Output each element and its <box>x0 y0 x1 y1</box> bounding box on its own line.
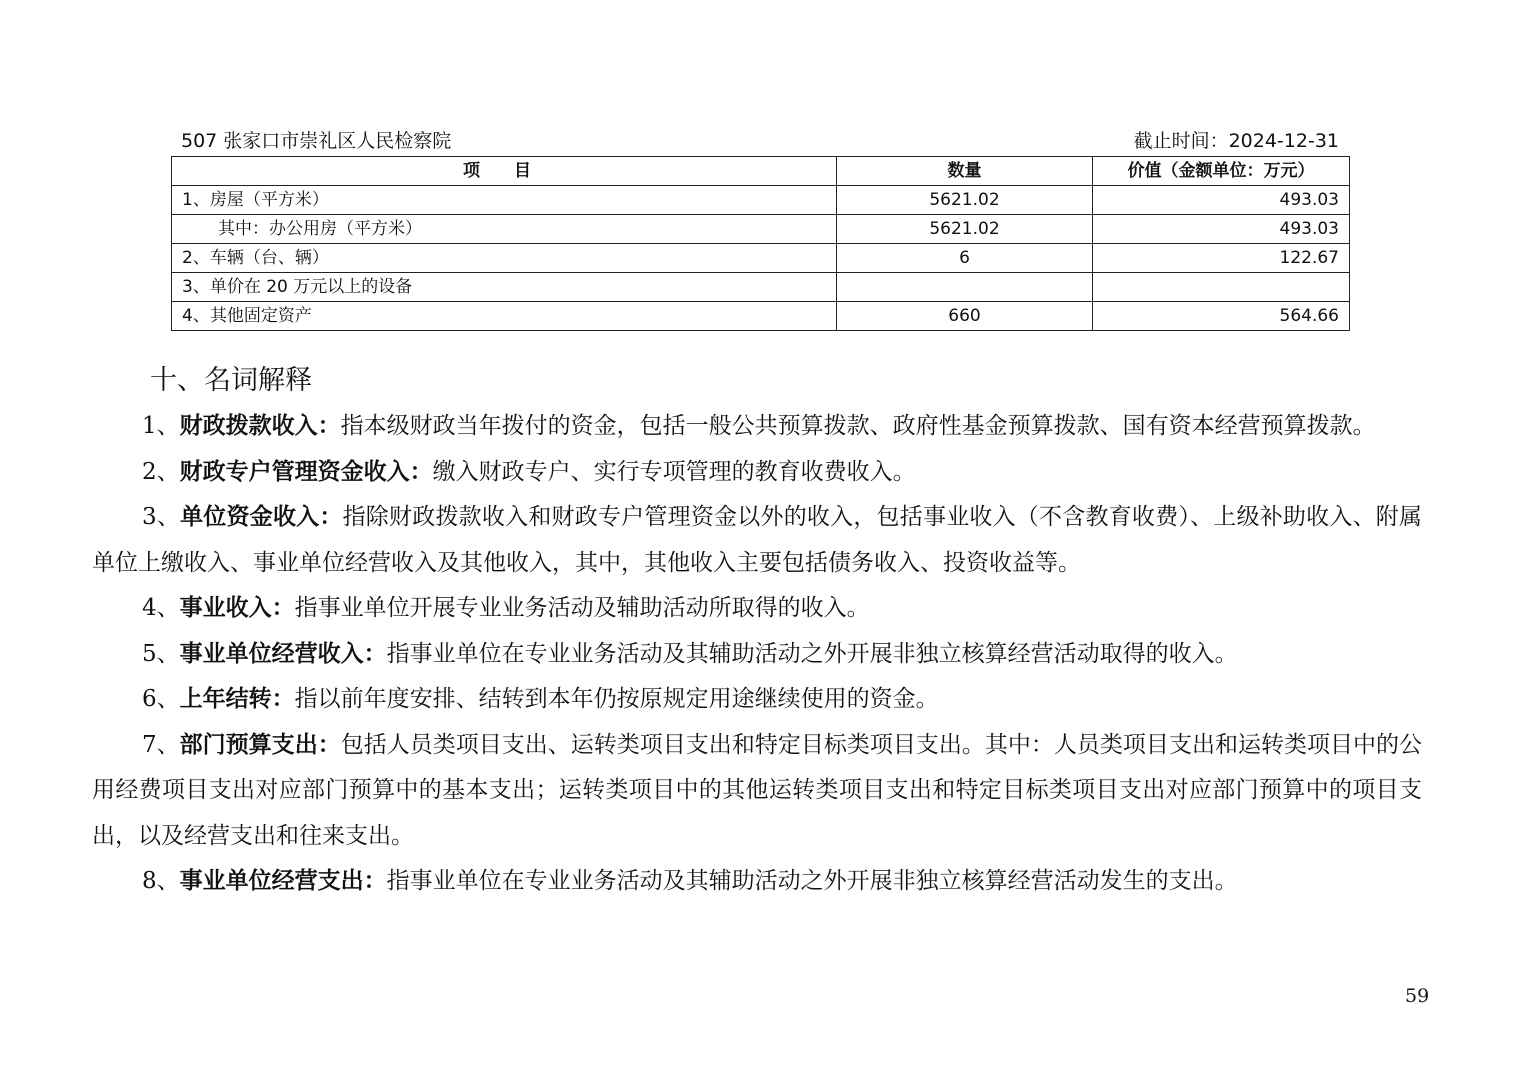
definition-text: 包括人员类项目支出、运转类项目支出和特定目标类项目支出。其中：人员类项目支出和运转类项目中的公用经费项目支出对应部门预算中的基本支出；运转类项目中的其他运转类项目支出和特定目标类项目支出对应部门预算中的项目支出，以及经营支出和往来支出。 <box>92 731 1423 849</box>
row-quantity: 5621.02 <box>837 186 1093 215</box>
definition-item <box>92 632 1422 678</box>
row-value: 493.03 <box>1093 215 1350 244</box>
definition-item <box>92 404 1422 450</box>
definition-term: 财政拨款收入： <box>179 413 341 439</box>
row-value <box>1093 273 1350 302</box>
definition-term: 事业收入： <box>179 595 295 621</box>
definition-number: 4、 <box>142 595 180 621</box>
asset-table <box>171 156 1350 331</box>
table-row <box>172 273 1350 302</box>
row-item: 3、单价在 20 万元以上的设备 <box>172 273 837 302</box>
definition-text: 指事业单位在专业业务活动及其辅助活动之外开展非独立核算经营活动取得的收入。 <box>386 640 1238 667</box>
definition-item <box>92 450 1422 496</box>
row-item: 1、房屋（平方米） <box>172 186 837 215</box>
section-title: 十、名词解释 <box>150 365 312 396</box>
table-row <box>172 302 1350 331</box>
definition-text: 指除财政拨款收入和财政专户管理资金以外的收入，包括事业收入（不含教育收费）、上级补助收入、附属单位上缴收入、事业单位经营收入及其他收入，其中，其他收入主要包括债务收入、投资收益等。 <box>92 504 1423 576</box>
definition-term: 事业单位经营支出： <box>179 868 387 894</box>
row-quantity: 5621.02 <box>837 215 1093 244</box>
column-header-quantity: 数量 <box>837 157 1093 186</box>
column-header-item: 项 目 <box>172 157 837 186</box>
definition-term: 部门预算支出： <box>179 731 341 758</box>
definition-item <box>92 586 1422 632</box>
definition-number: 3、 <box>142 504 181 530</box>
definition-number: 5、 <box>142 640 180 667</box>
definition-item <box>92 723 1422 860</box>
page-number: 59 <box>1405 985 1430 1007</box>
table-row <box>172 215 1350 244</box>
row-quantity <box>837 273 1093 302</box>
definition-number: 8、 <box>142 868 180 894</box>
organization-name: 507 张家口市崇礼区人民检察院 <box>181 130 452 152</box>
definition-term: 财政专户管理资金收入： <box>179 458 433 485</box>
row-quantity: 6 <box>837 244 1093 273</box>
definition-text: 指事业单位在专业业务活动及其辅助活动之外开展非独立核算经营活动发生的支出。 <box>386 868 1238 894</box>
definition-number: 2、 <box>142 458 180 485</box>
definition-text: 指事业单位开展专业业务活动及辅助活动所取得的收入。 <box>294 595 870 621</box>
row-value: 564.66 <box>1093 302 1350 331</box>
row-item: 其中：办公用房（平方米） <box>172 215 837 244</box>
cutoff-date: 截止时间：2024-12-31 <box>1133 130 1339 152</box>
definition-item <box>92 495 1422 586</box>
row-quantity: 660 <box>837 302 1093 331</box>
table-header <box>181 124 1339 154</box>
definition-term: 上年结转： <box>179 686 295 712</box>
definition-number: 1、 <box>142 413 180 439</box>
definition-number: 6、 <box>142 686 180 712</box>
row-item: 2、车辆（台、辆） <box>172 244 837 273</box>
definition-text: 指以前年度安排、结转到本年仍按原规定用途继续使用的资金。 <box>294 686 939 712</box>
definition-item <box>92 859 1422 905</box>
row-value: 122.67 <box>1093 244 1350 273</box>
table-header-row <box>172 157 1350 186</box>
definition-text: 指本级财政当年拨付的资金，包括一般公共预算拨款、政府性基金预算拨款、国有资本经营预算拨款。 <box>340 413 1376 439</box>
table-row <box>172 186 1350 215</box>
definition-term: 单位资金收入： <box>180 504 343 530</box>
table-row <box>172 244 1350 273</box>
definitions-list <box>92 404 1422 905</box>
definition-term: 事业单位经营收入： <box>179 640 387 667</box>
definition-number: 7、 <box>142 731 180 758</box>
row-value: 493.03 <box>1093 186 1350 215</box>
row-item: 4、其他固定资产 <box>172 302 837 331</box>
column-header-value: 价值（金额单位：万元） <box>1093 157 1350 186</box>
definition-item <box>92 677 1422 723</box>
definition-text: 缴入财政专户、实行专项管理的教育收费收入。 <box>432 458 916 485</box>
